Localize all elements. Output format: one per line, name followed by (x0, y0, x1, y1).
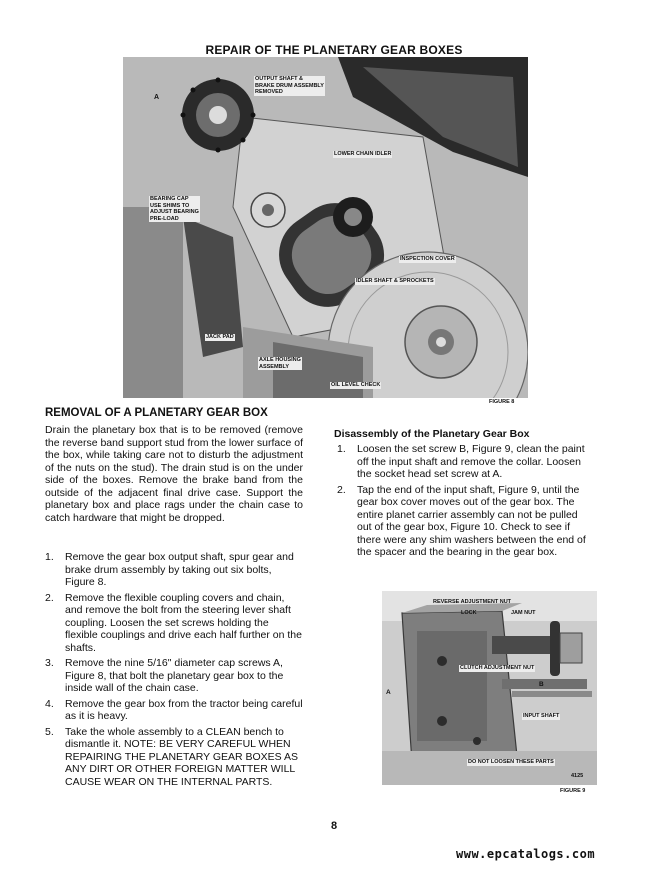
figure-9-photo-number: 4125 (571, 773, 584, 779)
figure-8-caption: FIGURE 8 (489, 399, 515, 405)
figure-9-caption: FIGURE 9 (560, 788, 586, 794)
list-item: 1. Loosen the set screw B, Figure 9, clean the paint off the input shaft and remove the collar. Loosen the socket head set screw at A. (337, 443, 585, 480)
jam-nut-callout: JAM NUT (511, 610, 536, 616)
list-item: 4. Remove the gear box from the tractor being careful as it is heavy. (45, 697, 303, 722)
jack-pad-callout: JACK PAD (206, 334, 234, 340)
input-shaft-callout: INPUT SHAFT (523, 713, 560, 719)
figure-9-photo (382, 591, 597, 785)
disassembly-steps (337, 443, 593, 562)
idler-shaft-callout: IDLER SHAFT & SPROCKETS (356, 278, 434, 284)
figure-8-illustration (123, 57, 528, 398)
list-item: 2. Remove the flexible coupling covers and chain, and remove the bolt from the steering lever shaft coupling. Loosen the set screws holding the flexible couplings and drive each half further on the shafts. (45, 591, 302, 654)
list-item: 3. Remove the nine 5/16" diameter cap screws A, Figure 8, that bolt the planetary gear box to the inside wall of the chain case. (45, 657, 284, 694)
figure-9-a-marker: A (386, 689, 391, 696)
figure-8-a-marker: A (154, 94, 160, 101)
oil-level-check-callout: OIL LEVEL CHECK (331, 382, 381, 388)
removal-intro: Drain the planetary box that is to be removed (remove the reverse band support stud from the lower surface of the box, while taking care not to disturb the adjustment of the nuts on the stud). The drain stud is on the under side of the boxes. Remove the brake band from the outside of the adjacent final drive case. Support the planetary box and place rags under the chain case to catch hardware that might be dropped. (45, 424, 303, 524)
output-shaft-callout: OUTPUT SHAFT & BRAKE DRUM ASSEMBLY REMOVED (255, 76, 324, 95)
figure-8-photo (123, 57, 528, 398)
disassembly-heading: Disassembly of the Planetary Gear Box (334, 428, 530, 440)
watermark-url: www.epcatalogs.com (456, 847, 596, 861)
lock-callout: LOCK (461, 610, 477, 616)
removal-heading: REMOVAL OF A PLANETARY GEAR BOX (45, 407, 268, 419)
page-title: REPAIR OF THE PLANETARY GEAR BOXES (205, 43, 463, 57)
list-item: 1. Remove the gear box output shaft, spur gear and brake drum assembly by taking out six bolts, Figure 8. (45, 551, 294, 588)
figure-9-b-marker: B (539, 681, 544, 688)
clutch-adjustment-nut-callout: CLUTCH ADJUSTMENT NUT (460, 665, 535, 671)
list-item: 5. Take the whole assembly to a CLEAN bench to dismantle it. NOTE: BE VERY CAREFUL WHEN REPAIRING THE PLANETARY GEAR BOXES AS ANY DIRT OR OTHER FOREIGN MATTER WILL CAUSE WEAR ON THE INTERNAL PARTS. (45, 725, 299, 788)
lower-chain-idler-callout: LOWER CHAIN IDLER (334, 151, 392, 157)
reverse-adjustment-nut-callout: REVERSE ADJUSTMENT NUT (433, 599, 512, 605)
figure-9-illustration (382, 591, 597, 785)
bearing-cap-callout: BEARING CAP USE SHIMS TO ADJUST BEARING PRE-LOAD (150, 196, 199, 222)
page-number: 8 (330, 820, 338, 832)
inspection-cover-callout: INSPECTION COVER (400, 256, 455, 262)
list-item: 2. Tap the end of the input shaft, Figure 9, until the gear box cover moves out of the gear box. The entire planet carrier assembly can not be pulled out of the gear box, Figure 10. Check to see if there were any shim washers between the end of the spacer and the bearing in the gear box. (337, 483, 586, 558)
removal-steps (45, 551, 303, 791)
axle-housing-callout: AXLE HOUSING ASSEMBLY (259, 357, 301, 370)
do-not-loosen-callout: DO NOT LOOSEN THESE PARTS (468, 759, 554, 765)
